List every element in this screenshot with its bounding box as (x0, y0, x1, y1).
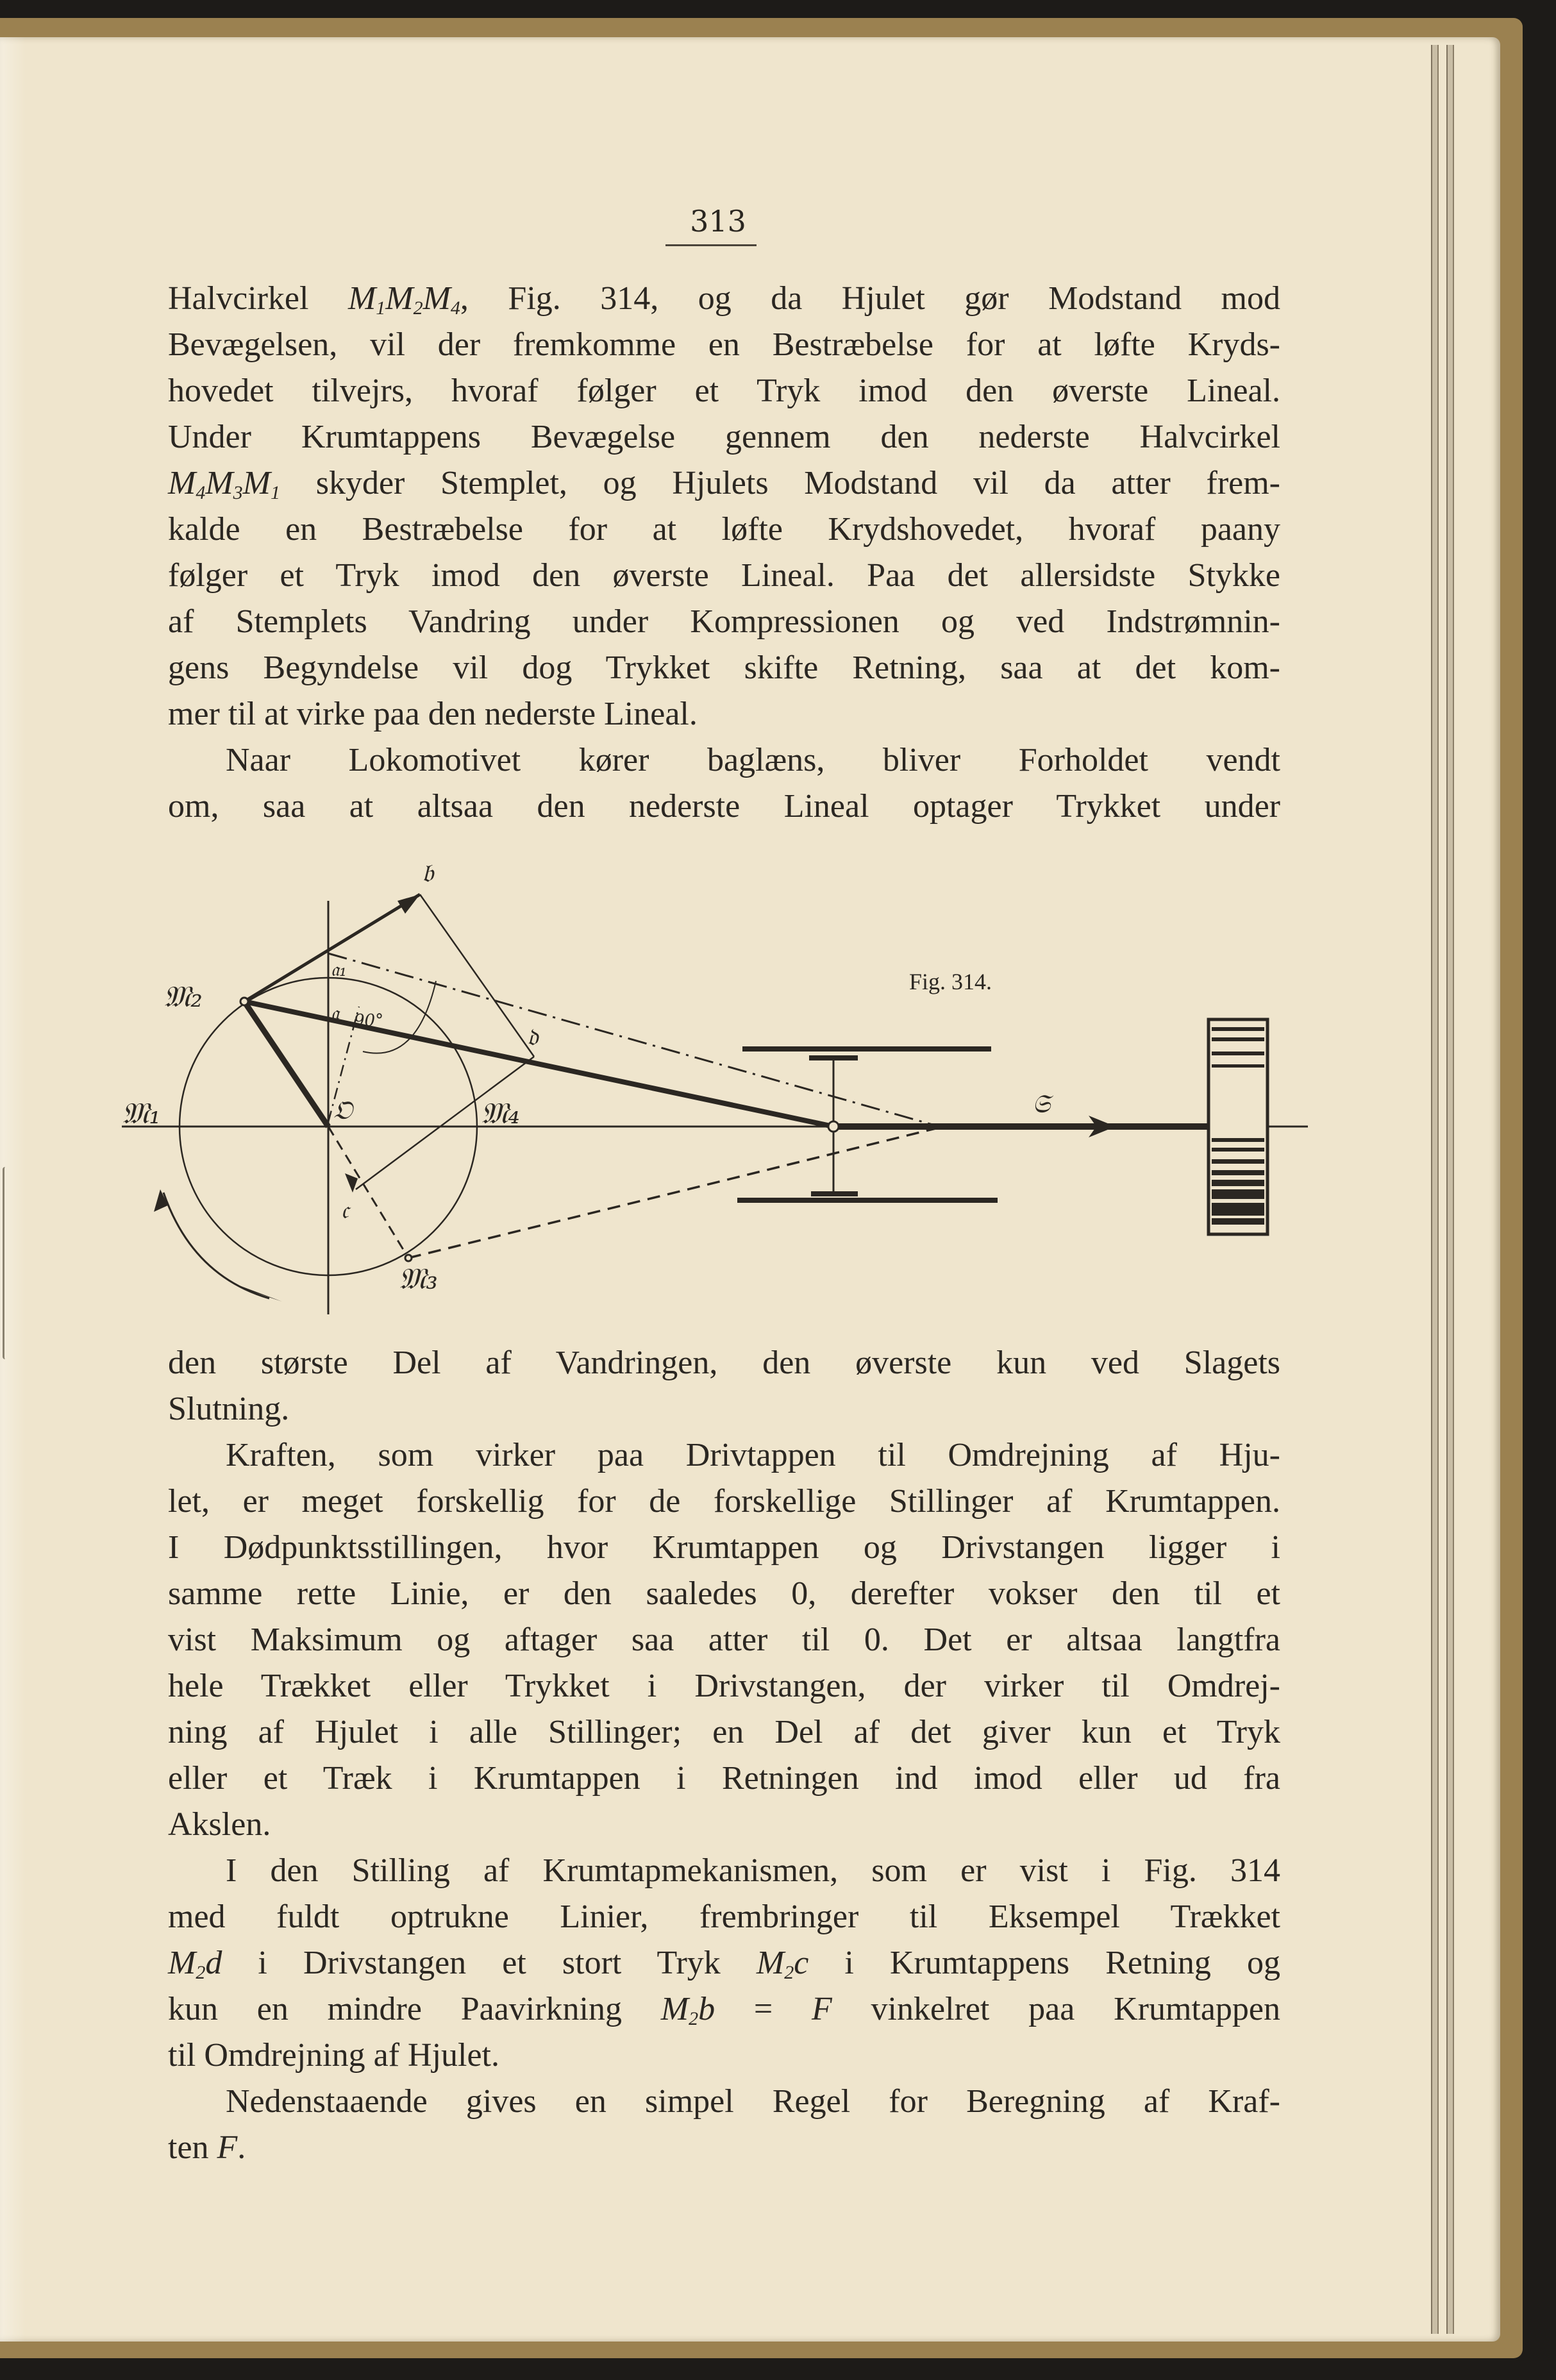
text-line: Halvcirkel $M_1M_2M_4$, Fig. 314, og da Hjulet gør Modstand mod (168, 280, 1280, 319)
text-line: let, er meget forskellig for de forskellige Stillinger af Krumtappen. (168, 1483, 1280, 1520)
arrowhead-c (345, 1173, 358, 1193)
paragraph-3 (168, 1340, 1280, 1432)
math-symbol: $M_1$ (347, 280, 386, 319)
text-line: med fuldt optrukne Linier, frembringer til Eksempel Trækket (168, 1898, 1280, 1935)
text-line: om, saa at altsaa den nederste Lineal optager Trykket under (168, 788, 1280, 825)
text-line: mer til at virke paa den nederste Lineal. (168, 696, 698, 732)
label-b: 𝔟 (422, 859, 434, 888)
arrowhead-b (397, 894, 420, 914)
math-symbol: $M_4$ (168, 465, 206, 503)
math-symbol: $M_4$ (422, 280, 460, 319)
label-M3: 𝔐₃ (399, 1261, 438, 1296)
math-symbol: F (217, 2129, 238, 2166)
force-vector-b (244, 894, 420, 1001)
point-M2 (240, 998, 248, 1005)
text-line: kalde en Bestræbelse for at løfte Krydshovedet, hvoraf paany (168, 511, 1280, 548)
text-line: hovedet tilvejrs, hvoraf følger et Tryk imod den øverste Lineal. (168, 373, 1280, 409)
paragraph-6 (168, 2079, 1280, 2171)
text-line: gens Begyndelse vil dog Trykket skifte Retning, saa at det kom- (168, 649, 1280, 686)
text-line: $M_2d$ i Drivstangen et stort Tryk $M_2c$ i Krumtappens Retning og (168, 1945, 1280, 1983)
math-symbol: d (205, 1945, 222, 1981)
crank-arm (244, 1001, 328, 1127)
text-line: vist Maksimum og aftager saa atter til 0. Det er altsaa langtfra (168, 1622, 1280, 1658)
text-line: I Dødpunktsstillingen, hvor Krumtappen og Drivstangen ligger i (168, 1529, 1280, 1566)
text-line: følger et Tryk imod den øverste Lineal. Paa det allersidste Stykke (168, 557, 1280, 594)
rotation-arrowhead-bottom (231, 1282, 282, 1302)
math-symbol: $M_2$ (385, 280, 423, 319)
label-angle: 90° (354, 1011, 384, 1030)
math-symbol: $M_1$ (242, 465, 280, 503)
text-line: ning af Hjulet i alle Stillinger; en Del af det giver kun et Tryk (168, 1714, 1280, 1750)
text-line: Kraften, som virker paa Drivtappen til Omdrejning af Hju- (226, 1437, 1280, 1473)
paragraph-4 (168, 1432, 1280, 1848)
paragraph-5 (168, 1848, 1280, 2079)
text-line: I den Stilling af Krumtapmekanismen, som er vist i Fig. 314 (226, 1852, 1280, 1889)
line-b-d (420, 894, 534, 1057)
text-line: hele Trækket eller Trykket i Drivstangen, der virker til Omdrej- (168, 1668, 1280, 1704)
text-line: Naar Lokomotivet kører baglæns, bliver Forholdet vendt (226, 742, 1280, 778)
text-line: eller et Træk i Krumtappen i Retningen ind imod eller ud fra (168, 1760, 1280, 1797)
label-M2: 𝔐₂ (163, 979, 203, 1014)
label-M1: 𝔐₁ (122, 1096, 161, 1130)
text-line: Bevægelsen, vil der fremkomme en Bestræbelse for at løfte Kryds- (168, 326, 1280, 363)
label-c: 𝔠 (341, 1196, 349, 1224)
text-line: Nedenstaaende gives en simpel Regel for Beregning af Kraf- (226, 2083, 1280, 2120)
text-line: Under Krumtappens Bevægelse gennem den nederste Halvcirkel (168, 419, 1280, 455)
math-symbol: $M_3$ (205, 465, 243, 503)
text-line: Akslen. (168, 1806, 271, 1843)
text-line: $M_4M_3M_1$ skyder Stemplet, og Hjulets Modstand vil da atter frem- (168, 465, 1280, 503)
label-d: 𝔡 (527, 1023, 539, 1051)
rotation-arrow (163, 1193, 269, 1298)
text-line: kun en mindre Paavirkning $M_2b = F$ vinkelret paa Krumtappen (168, 1991, 1281, 2029)
crosshead-pin (828, 1121, 839, 1132)
label-M4: 𝔐₄ (481, 1096, 520, 1130)
figure-caption: Fig. 314. (909, 969, 992, 994)
math-symbol: $M_2$ (660, 1991, 699, 2029)
text-line: ten F. (168, 2129, 246, 2166)
text-line: til Omdrejning af Hjulet. (168, 2037, 500, 2074)
label-a1: 𝔞₁ (331, 959, 347, 981)
text-line: den største Del af Vandringen, den øverste kun ved Slagets (168, 1345, 1280, 1381)
point-M3 (405, 1255, 412, 1261)
label-a: 𝔞 (331, 1002, 340, 1025)
label-S: 𝔖 (1032, 1089, 1051, 1119)
text-line: af Stemplets Vandring under Kompressionen og ved Indstrømnin- (168, 603, 1280, 640)
math-symbol: c (794, 1945, 809, 1981)
page-number: 313 (690, 204, 746, 239)
dashed-O-M3 (328, 1127, 408, 1258)
dashed-M3-crosshead (408, 1125, 949, 1258)
math-symbol: F (812, 1991, 832, 2027)
label-O: 𝔒 (333, 1096, 353, 1125)
text-line: samme rette Linie, er den saaledes 0, derefter vokser den til et (168, 1575, 1280, 1612)
math-symbol: $M_2$ (756, 1945, 794, 1983)
text-line: Slutning. (168, 1391, 290, 1427)
math-symbol: b (698, 1991, 715, 2027)
math-symbol: $M_2$ (168, 1945, 206, 1983)
